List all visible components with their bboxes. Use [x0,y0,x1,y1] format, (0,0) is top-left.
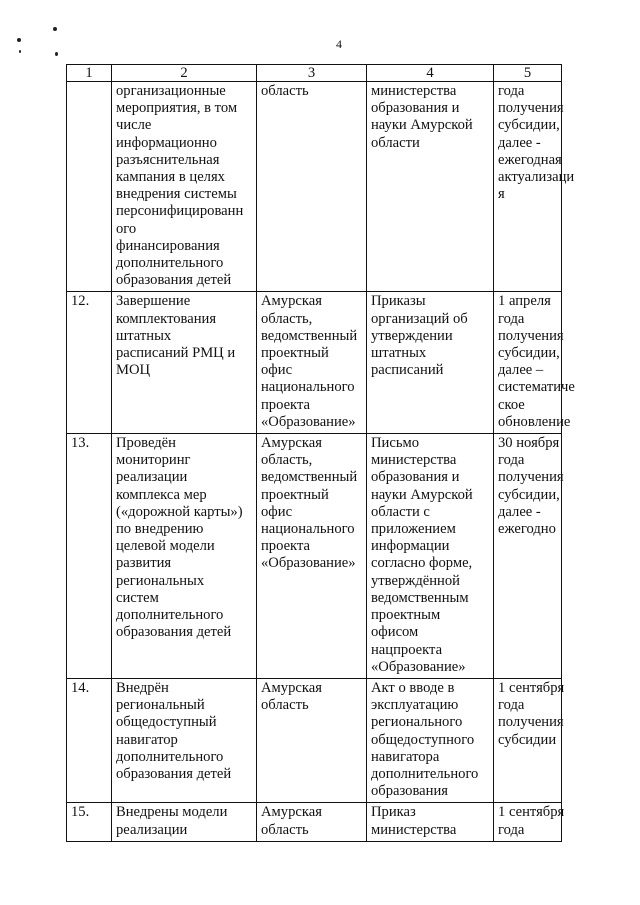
cell-line: эксплуатацию [371,697,459,714]
cell-line: комплекса мер [116,486,207,503]
cell-line: внедрения системы [116,186,237,203]
cell-line: информационно [116,134,217,151]
row-number [67,82,112,292]
cell-line: ское [498,396,525,413]
task-cell [112,82,257,292]
cell-line: штатных [116,327,172,344]
cell-line: Внедрены модели [116,804,228,821]
cell-line: область, [261,452,313,469]
column-header: 2 [112,65,257,82]
row-number: 15. [67,803,112,841]
cell-line: развития [116,555,172,572]
cell-line: получения [498,469,564,486]
cell-line: штатных [371,345,427,362]
cell-line: 30 ноября [498,435,560,452]
cell-line: ежегодная [498,151,562,168]
document-cell [367,678,494,802]
cell-line: ежегодно [498,521,556,538]
cell-line: по внедрению [116,521,204,538]
responsible-cell [257,803,367,841]
cell-line: области [371,134,420,151]
scan-mark [19,50,21,53]
cell-line: навигатора [371,748,440,765]
document-cell [367,434,494,679]
cell-line: область, [261,310,313,327]
cell-line: «Образование» [371,658,466,675]
cell-line: проекта [261,538,310,555]
cell-line: регионального [371,714,463,731]
cell-line: образования [371,783,448,800]
cell-line: я [498,186,505,203]
cell-line: общедоступного [371,731,475,748]
cell-line: область [261,697,309,714]
cell-line: получения [498,327,564,344]
column-header: 4 [367,65,494,82]
cell-line: расписаний РМЦ и [116,345,236,362]
cell-line: утверждении [371,327,453,344]
row-number: 14. [67,678,112,802]
cell-line: систематиче [498,379,575,396]
cell-line: нацпроекта [371,641,443,658]
measures-table [66,64,575,842]
scan-mark [17,38,21,42]
cell-line: года [498,452,525,469]
task-cell [112,292,257,434]
cell-line: мониторинг [116,452,191,469]
cell-line: Амурская [261,679,322,696]
cell-line: года [498,821,525,838]
column-header: 5 [494,65,562,82]
cell-line: области с [371,503,430,520]
document-cell [367,803,494,841]
cell-line: года [498,310,525,327]
cell-line: реализации [116,821,188,838]
cell-line: комплектования [116,310,217,327]
cell-line: дополнительного [116,607,224,624]
deadline-cell [494,434,562,679]
cell-line: Амурская [261,435,322,452]
cell-line: образования и [371,100,460,117]
cell-line: года [498,697,525,714]
cell-line: науки Амурской [371,486,473,503]
task-cell [112,803,257,841]
cell-line: разъяснительная [116,151,220,168]
cell-line: обновление [498,413,571,430]
row-number: 13. [67,434,112,679]
deadline-cell [494,292,575,434]
cell-line: актуализаци [498,169,575,186]
cell-line: национального [261,521,355,538]
cell-line: организационные [116,83,226,99]
cell-line: дополнительного [116,255,224,272]
cell-line: министерства [371,83,457,99]
cell-line: проектный [261,486,329,503]
cell-line: область [261,83,309,99]
responsible-cell [257,434,367,679]
cell-line: персонифицированн [116,203,244,220]
deadline-cell [494,678,565,802]
cell-line: получения [498,100,564,117]
cell-line: проектным [371,607,441,624]
cell-line: ведомственным [371,589,469,606]
scan-mark [53,27,57,31]
cell-line: образования детей [116,624,232,641]
cell-line: науки Амурской [371,117,473,134]
cell-line: офис [261,362,293,379]
cell-line: финансирования [116,237,220,254]
cell-line: Амурская [261,804,322,821]
table-row [67,678,562,802]
cell-line: региональных [116,572,205,589]
cell-line: МОЦ [116,362,151,379]
cell-line: субсидии, [498,345,560,362]
cell-line: региональный [116,697,205,714]
cell-line: ого [116,220,137,237]
header-row [67,65,562,82]
table-row [67,803,562,841]
cell-line: дополнительного [371,765,479,782]
cell-line: числе [116,117,152,134]
cell-line: целевой модели [116,538,215,555]
cell-line: организаций об [371,310,468,327]
task-cell [112,434,257,679]
cell-line: проектный [261,345,329,362]
cell-line: получения [498,714,564,731]
document-cell [367,292,494,434]
page-number: 4 [336,37,342,51]
row-number: 12. [67,292,112,434]
cell-line: 1 апреля [498,293,551,310]
cell-line: «Образование» [261,555,356,572]
table-row [67,82,562,292]
cell-line: национального [261,379,355,396]
cell-line: 1 сентября [498,804,565,821]
deadline-cell [494,803,565,841]
cell-line: общедоступный [116,714,217,731]
cell-line: офис [261,503,293,520]
cell-line: образования и [371,469,460,486]
cell-line: Проведён [116,435,176,452]
cell-line: расписаний [371,362,444,379]
cell-line: «Образование» [261,413,356,430]
cell-line: область [261,821,309,838]
cell-line: года [498,83,525,99]
cell-line: далее - [498,503,541,520]
cell-line: Приказы [371,293,426,310]
cell-line: далее – [498,362,544,379]
cell-line: проекта [261,396,310,413]
cell-line: офисом [371,624,419,641]
cell-line: реализации [116,469,188,486]
task-cell [112,678,257,802]
cell-line: навигатор [116,731,178,748]
cell-line: информации [371,538,450,555]
deadline-cell [494,82,575,292]
cell-line: («дорожной карты») [116,503,243,520]
cell-line: Амурская [261,293,322,310]
cell-line: дополнительного [116,748,224,765]
cell-line: Приказ [371,804,416,821]
document-cell [367,82,494,292]
cell-line: субсидии, [498,486,560,503]
cell-line: министерства [371,821,457,838]
responsible-cell [257,82,367,292]
cell-line: далее - [498,134,541,151]
cell-line: систем [116,589,159,606]
cell-line: ведомственный [261,327,358,344]
column-header: 1 [67,65,112,82]
responsible-cell [257,678,367,802]
table-row [67,292,562,434]
cell-line: ведомственный [261,469,358,486]
scan-mark [55,52,58,56]
cell-line: образования детей [116,765,232,782]
cell-line: приложением [371,521,456,538]
cell-line: Внедрён [116,679,169,696]
responsible-cell [257,292,367,434]
cell-line: образования детей [116,272,232,289]
cell-line: Письмо [371,435,420,452]
cell-line: субсидии [498,731,557,748]
cell-line: Завершение [116,293,191,310]
cell-line: субсидии, [498,117,560,134]
cell-line: утверждённой [371,572,460,589]
cell-line: 1 сентября [498,679,565,696]
cell-line: министерства [371,452,457,469]
table-row [67,434,562,679]
cell-line: кампания в целях [116,169,225,186]
cell-line: Акт о вводе в [371,679,455,696]
cell-line: мероприятия, в том [116,100,238,117]
column-header: 3 [257,65,367,82]
cell-line: согласно форме, [371,555,473,572]
